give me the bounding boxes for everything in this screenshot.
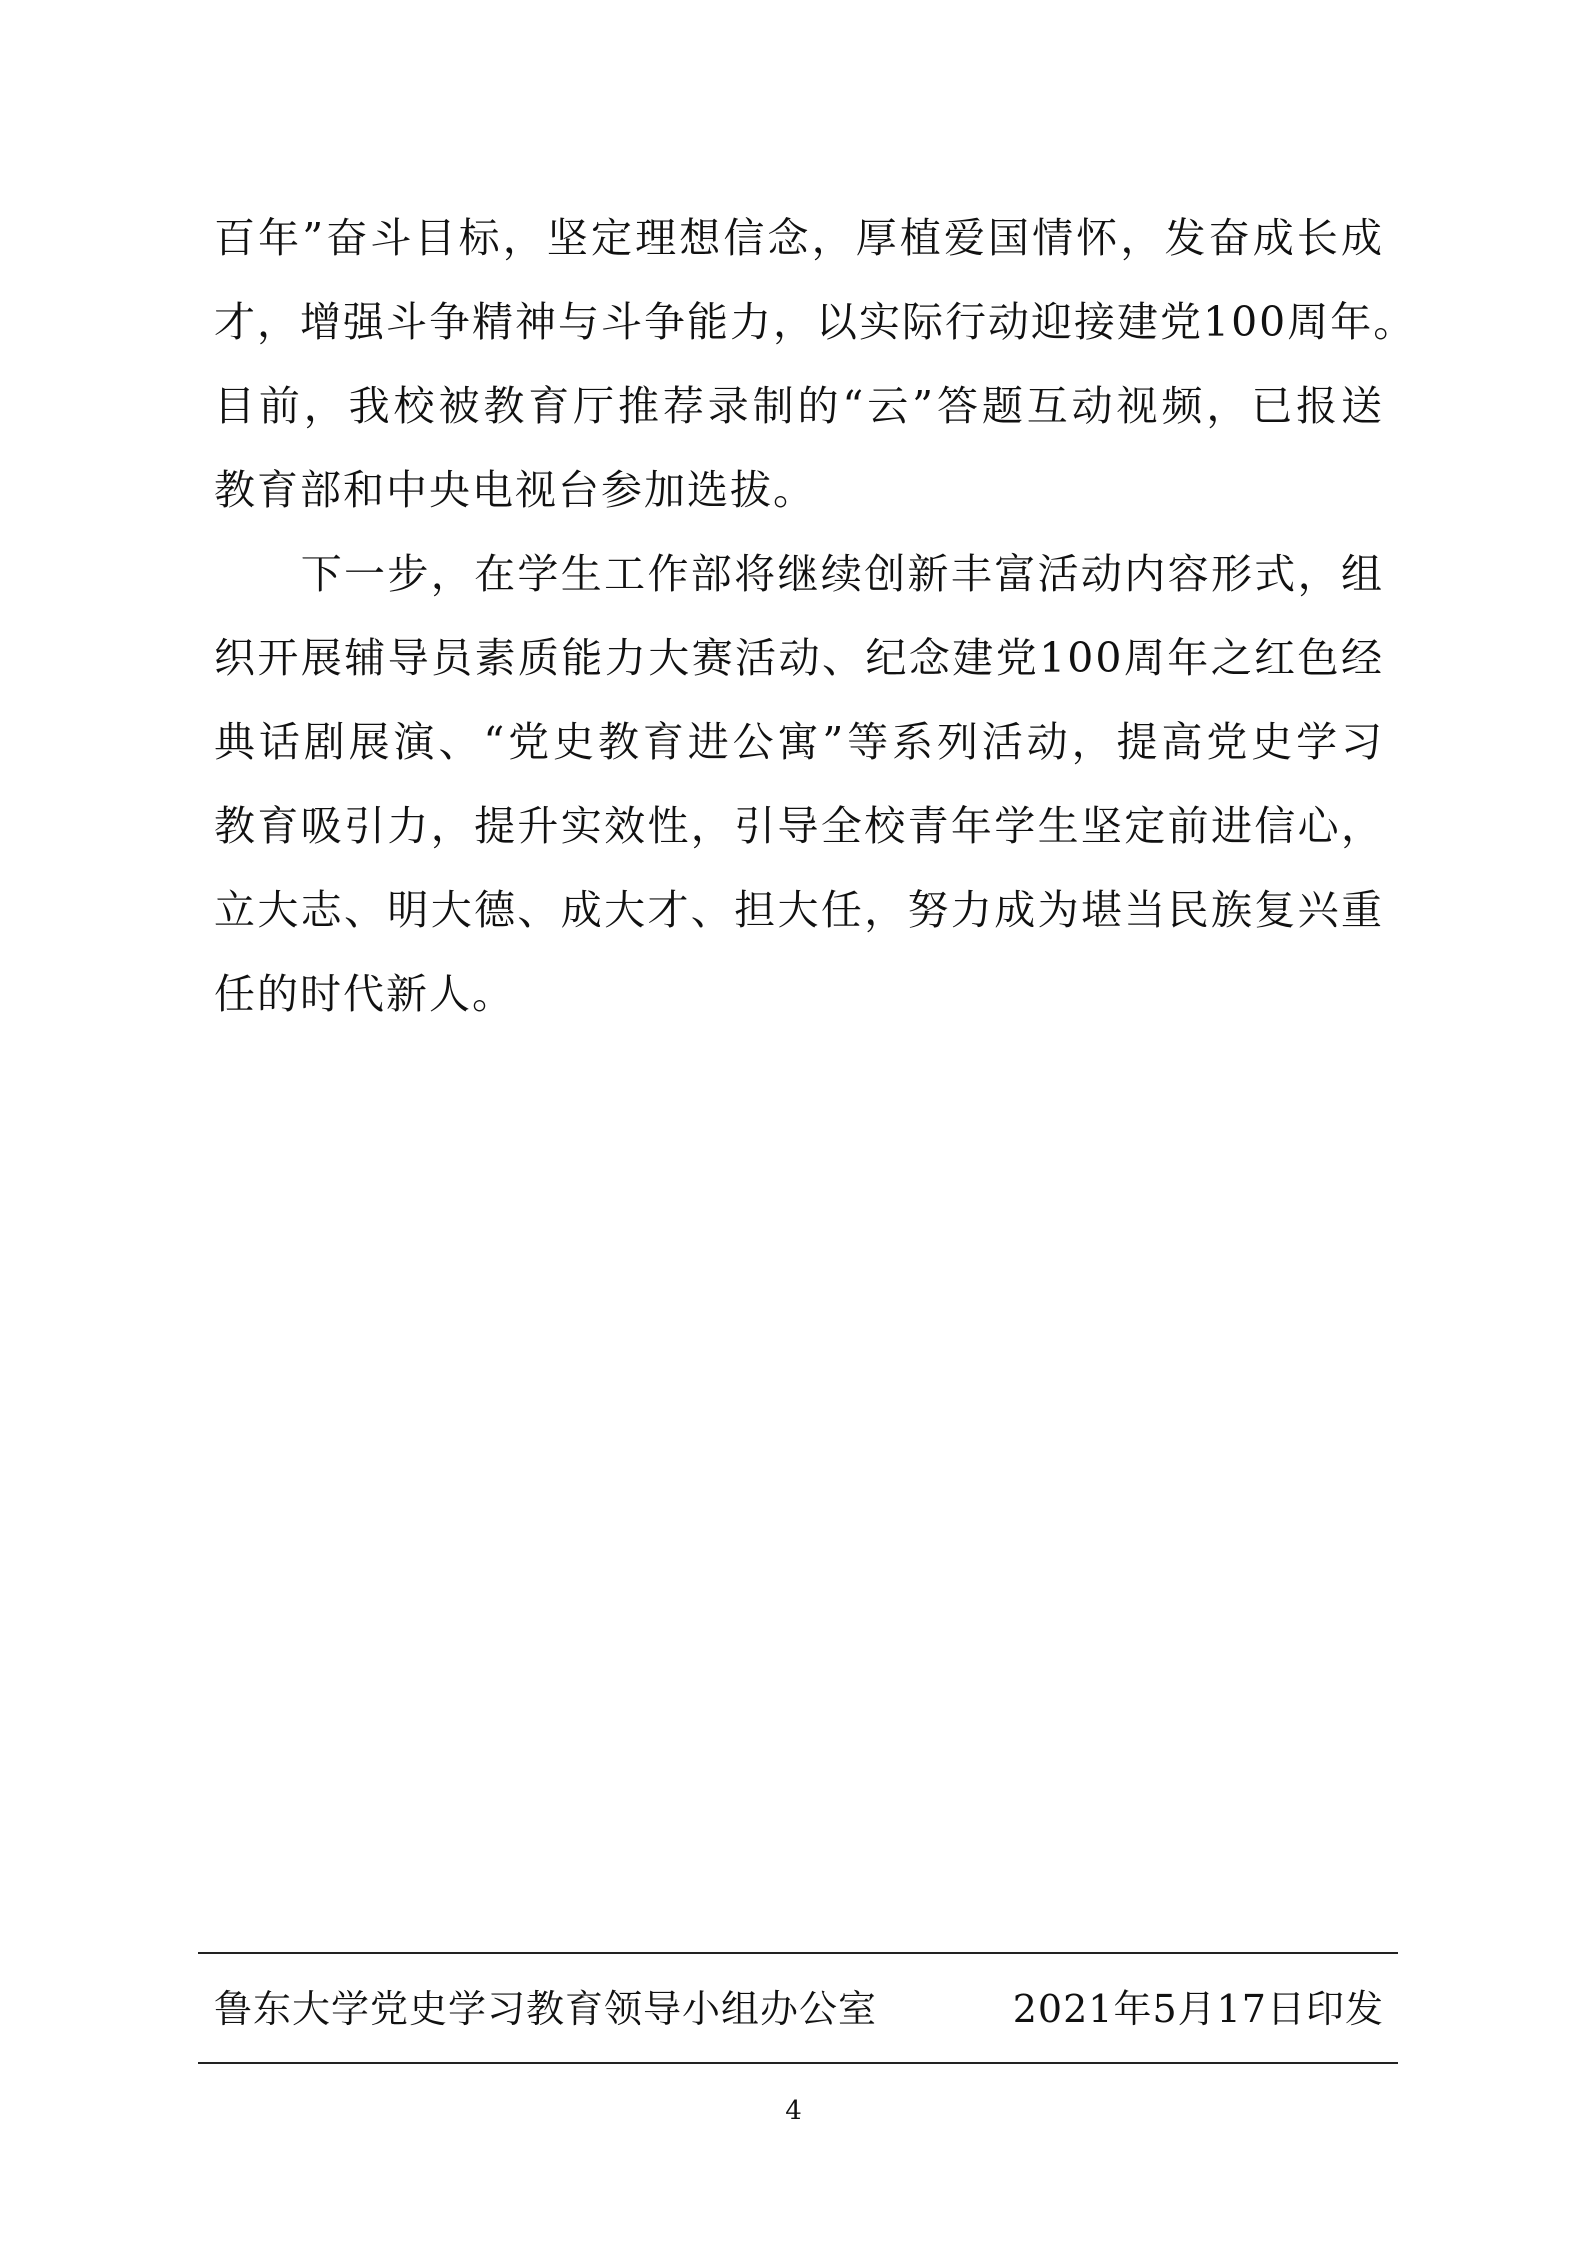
footer-issuer: 鲁东大学党史学习教育领导小组办公室 xyxy=(214,1986,878,2031)
footer-top-divider xyxy=(198,1952,1398,1954)
text-line-9: 立大志、明大德、成大才、担大任，努力成为堪当民族复兴重 xyxy=(214,886,1384,934)
text-line-8: 教育吸引力，提升实效性，引导全校青年学生坚定前进信心， xyxy=(214,802,1384,850)
footer-date: 2021年5月17日印发 xyxy=(1012,1986,1384,2031)
text-line-10: 任的时代新人。 xyxy=(214,970,515,1018)
text-line-2: 才，增强斗争精神与斗争能力，以实际行动迎接建党100周年。 xyxy=(214,298,1417,346)
text-line-4: 教育部和中央电视台参加选拔。 xyxy=(214,466,816,514)
body-text xyxy=(214,196,1417,1036)
page-number: 4 xyxy=(785,2096,802,2126)
document-footer xyxy=(214,1975,1384,2035)
text-line-7: 典话剧展演、“党史教育进公寓”等系列活动，提高党史学习 xyxy=(214,718,1384,766)
text-line-5: 下一步，在学生工作部将继续创新丰富活动内容形式，组 xyxy=(214,550,1384,598)
text-line-6: 织开展辅导员素质能力大赛活动、纪念建党100周年之红色经 xyxy=(214,634,1384,682)
text-line-1: 百年”奋斗目标，坚定理想信念，厚植爱国情怀，发奋成长成 xyxy=(214,214,1384,262)
text-line-3: 目前，我校被教育厅推荐录制的“云”答题互动视频，已报送 xyxy=(214,382,1384,430)
footer-bottom-divider xyxy=(198,2062,1398,2064)
